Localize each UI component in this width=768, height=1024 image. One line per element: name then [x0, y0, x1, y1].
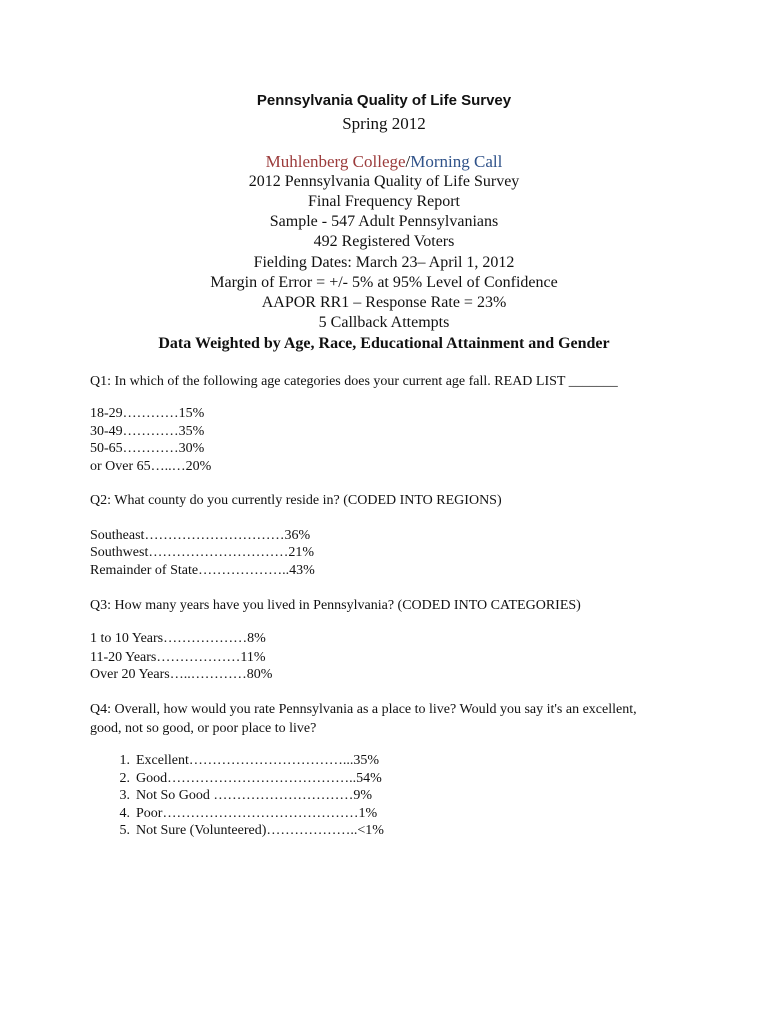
- q3-answer-11-20: 11-20 Years………………11%: [90, 650, 266, 665]
- q4-answer-text: Poor……………………………………1%: [136, 806, 378, 821]
- header-line-registered-voters: 492 Registered Voters: [313, 233, 455, 250]
- q4-answer-text: Not So Good …………………………9%: [136, 788, 373, 803]
- survey-title: Pennsylvania Quality of Life Survey: [256, 92, 512, 109]
- q1-answer-over-65: or Over 65…..…20%: [90, 459, 212, 474]
- q4-answer-number: 1.: [119, 753, 130, 768]
- q4-answer-not-so-good: [90, 788, 372, 804]
- institution-separator: /: [405, 152, 411, 171]
- header-line-sample: Sample - 547 Adult Pennsylvanians: [269, 213, 499, 230]
- q3-answer-1-10: 1 to 10 Years………………8%: [90, 631, 266, 646]
- q3-question: Q3: How many years have you lived in Pennsylvania? (CODED INTO CATEGORIES): [90, 598, 581, 613]
- institution-muhlenberg: Muhlenberg College: [265, 152, 406, 171]
- header-line-fielding-dates: Fielding Dates: March 23– April 1, 2012: [253, 254, 515, 271]
- institution-line: [0, 152, 768, 172]
- institution-morning-call: Morning Call: [410, 152, 503, 171]
- q4-answer-good: [90, 771, 382, 787]
- header-line-response-rate: AAPOR RR1 – Response Rate = 23%: [261, 294, 507, 311]
- q2-answer-remainder: Remainder of State………………..43%: [90, 563, 315, 578]
- q4-answer-number: 4.: [119, 806, 130, 821]
- q1-answer-50-65: 50-65…………30%: [90, 441, 205, 456]
- q4-answer-number: 2.: [119, 771, 130, 786]
- q4-answer-text: Excellent……………………………...35%: [136, 753, 380, 768]
- header-line-margin-of-error: Margin of Error = +/- 5% at 95% Level of Confidence: [210, 274, 558, 291]
- q1-question: Q1: In which of the following age categories does your current age fall. READ LIST _______: [90, 374, 618, 389]
- header-line-callbacks: 5 Callback Attempts: [318, 314, 450, 331]
- q2-answer-southeast: Southeast…………………………36%: [90, 528, 311, 543]
- q3-answer-over-20: Over 20 Years…..…………80%: [90, 667, 273, 682]
- q1-answer-18-29: 18-29…………15%: [90, 406, 205, 421]
- survey-season: Spring 2012: [342, 114, 426, 133]
- q4-answer-number: 3.: [119, 788, 130, 803]
- header-line-weighting: Data Weighted by Age, Race, Educational Attainment and Gender: [158, 335, 610, 352]
- q4-answer-number: 5.: [119, 823, 130, 838]
- header-line-report-title: 2012 Pennsylvania Quality of Life Survey: [248, 173, 520, 190]
- q4-answer-poor: [90, 806, 377, 822]
- q2-answer-southwest: Southwest…………………………21%: [90, 545, 314, 560]
- q2-question: Q2: What county do you currently reside in? (CODED INTO REGIONS): [90, 493, 502, 508]
- q4-answer-text: Good…………………………………..54%: [136, 771, 382, 786]
- q1-answer-30-49: 30-49…………35%: [90, 424, 205, 439]
- q4-answer-not-sure: [90, 823, 384, 839]
- q4-answer-excellent: [90, 753, 379, 769]
- header-line-report-type: Final Frequency Report: [308, 193, 460, 210]
- q4-answer-text: Not Sure (Volunteered)………………..<1%: [136, 823, 384, 838]
- q4-question: Q4: Overall, how would you rate Pennsylvania as a place to live? Would you say it's an excellent, good, not so good, or poor place to live?: [90, 702, 637, 736]
